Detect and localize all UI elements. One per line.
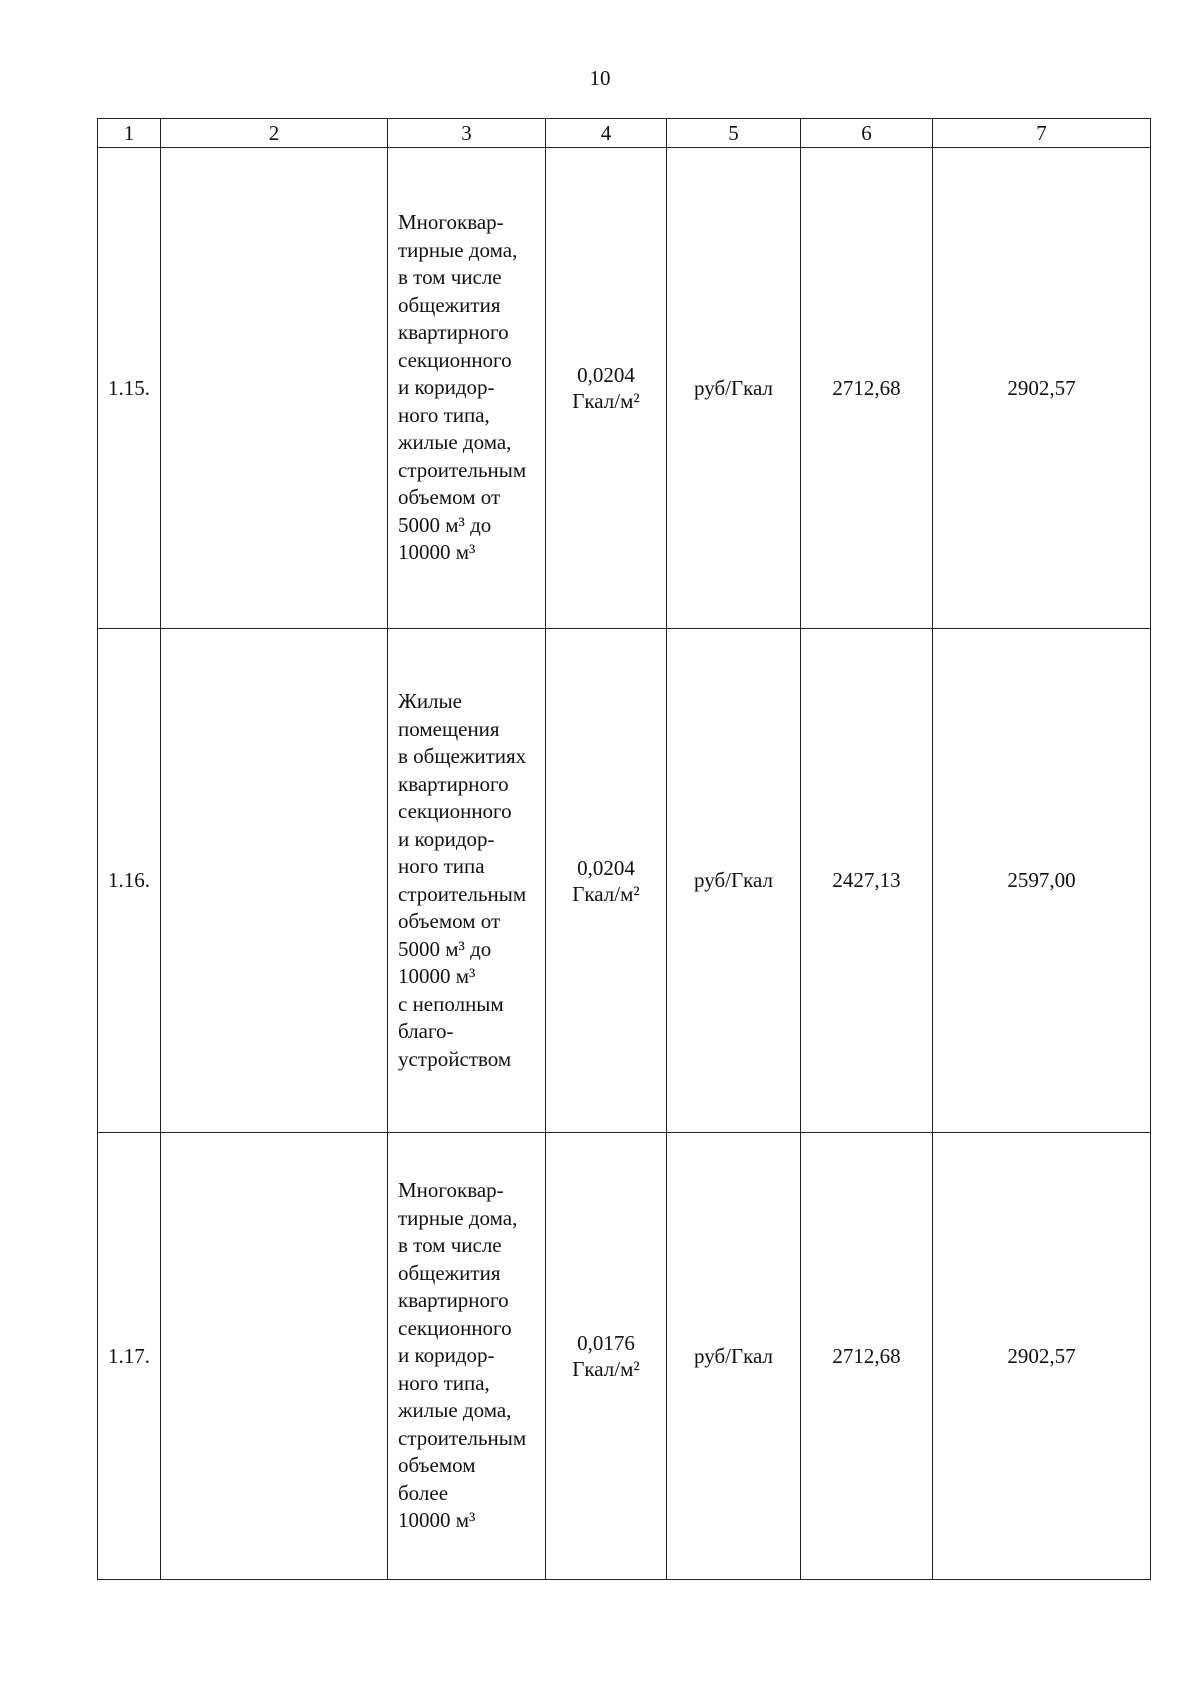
description-line: 5000 м³ до [398,936,492,961]
description-line: квартирного [398,320,509,345]
norm-unit: Гкал/м² [572,1357,640,1381]
tariff-value-2: 2597,00 [933,629,1151,1133]
column-header: 7 [933,119,1151,148]
description-line: 10000 м³ [398,540,476,565]
description-line: 10000 м³ [398,964,476,988]
norm-value: 0,0204 [577,855,635,880]
description-line: ного типа, [398,402,490,427]
description-line: жилые дома, [398,430,512,455]
description-line: в общежитиях [398,744,527,768]
tariff-value-1: 2712,68 [801,148,933,629]
column-header: 1 [98,119,161,148]
description-line: объемом от [398,909,501,933]
description-line: и коридор- [398,826,495,851]
description-line: секционного [398,1315,512,1340]
row-description [388,148,546,629]
description-line: более [398,1480,449,1505]
description-line: Многоквар- [398,210,504,235]
row-description [388,1133,546,1580]
norm-value: 0,0176 [577,1331,635,1355]
column-header: 4 [546,119,667,148]
description-line: секционного [398,799,512,823]
description-line: в том числе [398,1233,502,1258]
column-header: 5 [667,119,801,148]
table-row [98,148,1151,629]
norm-cell [546,148,667,629]
column-header: 3 [388,119,546,148]
row-number: 1.15. [98,148,161,629]
table-row [98,629,1151,1133]
description-line: секционного [398,347,512,372]
row-number: 1.16. [98,629,161,1133]
description-line: жилые дома, [398,1398,512,1423]
description-line: тирные дома, [398,237,518,262]
description-line: и коридор- [398,375,495,400]
description-line: устройством [398,1046,512,1071]
description-line: помещения [398,716,500,741]
description-line: квартирного [398,771,509,796]
unit-cell: руб/Гкал [667,629,801,1133]
description-line: в том числе [398,265,502,290]
description-line: общежития [398,1260,501,1285]
norm-value: 0,0204 [577,363,635,387]
description-line: строительным [398,1425,527,1450]
row-name [161,629,388,1133]
table-row [98,1133,1151,1580]
description-line: общежития [398,292,501,317]
unit-cell: руб/Гкал [667,148,801,629]
description-line: Жилые [398,689,462,713]
row-description [388,629,546,1133]
tariff-value-1: 2427,13 [801,629,933,1133]
description-line: объемом от [398,485,501,510]
tariff-value-1: 2712,68 [801,1133,933,1580]
row-name [161,148,388,629]
description-line: квартирного [398,1288,509,1313]
description-line: тирные дома, [398,1205,518,1230]
norm-unit: Гкал/м² [572,389,640,413]
description-line: ного типа, [398,1370,490,1395]
unit-cell: руб/Гкал [667,1133,801,1580]
page-number: 10 [589,66,611,90]
row-number: 1.17. [98,1133,161,1580]
description-line: и коридор- [398,1343,495,1368]
description-line: ного типа [398,854,485,878]
description-line: 5000 м³ до [398,512,492,537]
description-line: строительным [398,457,527,482]
column-header: 2 [161,119,388,148]
norm-cell [546,1133,667,1580]
norm-unit: Гкал/м² [572,881,640,906]
description-line: Многоквар- [398,1178,504,1203]
tariff-table [97,118,1151,1580]
row-name [161,1133,388,1580]
tariff-value-2: 2902,57 [933,148,1151,629]
tariff-value-2: 2902,57 [933,1133,1151,1580]
description-line: строительным [398,881,527,906]
description-line: объемом [398,1453,476,1478]
description-line: благо- [398,1019,454,1043]
column-header: 6 [801,119,933,148]
norm-cell [546,629,667,1133]
header-row [98,119,1151,148]
description-line: 10000 м³ [398,1508,476,1533]
description-line: с неполным [398,991,504,1016]
